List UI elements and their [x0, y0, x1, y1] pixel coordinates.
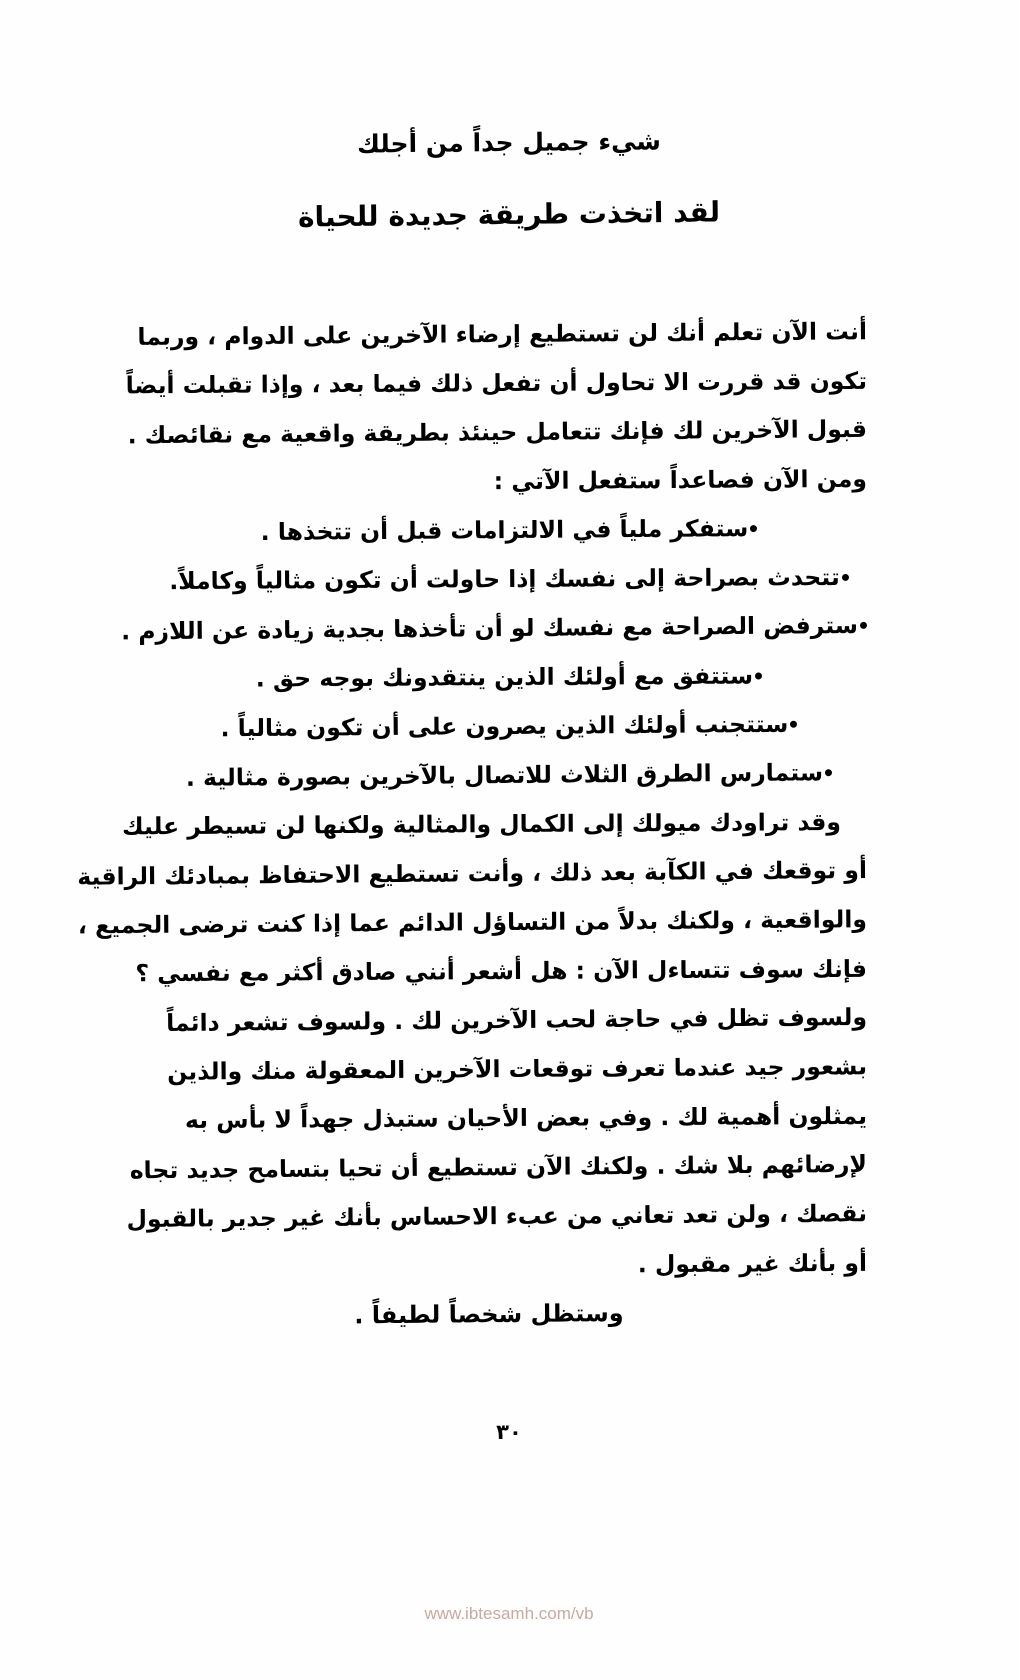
page-title: لقد اتخذت طريقة جديدة للحياة	[298, 195, 722, 234]
list-item-label: ستمارس الطرق الثلاث للاتصال بالآخرين بصورة مثالية .	[186, 758, 825, 792]
footer-watermark: www.ibtesamh.com/vb	[425, 1604, 595, 1623]
body-line: ولسوف تظل في حاجة لحب الآخرين لك . ولسوف تشعر دائماً	[167, 1002, 869, 1037]
list-item	[152, 699, 868, 754]
main-paragraph	[78, 800, 869, 1290]
bullet-icon	[861, 622, 868, 629]
list-item-label: تتحدث بصراحة إلى نفسك إذا حاولت أن تكون مثالياً وكاملاً.	[170, 562, 841, 596]
bullet-icon	[751, 525, 758, 532]
list-item-label: ستفكر ملياً في الالتزامات قبل أن تتخذها .	[261, 514, 750, 546]
list-item	[152, 553, 868, 606]
body-line: لإرضائهم بلا شك . ولكنك الآن تستطيع أن تحيا بتسامح جديد تجاه	[130, 1149, 869, 1185]
closing-statement: وستظل شخصاً لطيفاً .	[355, 1298, 625, 1330]
list-item-label: ستتجنب أولئك الذين يصرون على أن تكون مثالياً .	[221, 709, 790, 743]
page-number: ٣٠	[497, 1420, 523, 1444]
list-item-label: سترفض الصراحة مع نفسك لو أن تأخذها بجدية زيادة عن اللازم .	[122, 610, 860, 646]
bullet-icon	[756, 672, 763, 679]
body-line: يمثلون أهمية لك . وفي بعض الأحيان ستبذل جهداً لا بأس به	[185, 1101, 869, 1134]
page-body	[78, 310, 869, 1339]
bullet-icon	[791, 721, 798, 728]
body-line: أو توقعك في الكآبة بعد ذلك ، وأنت تستطيع الاحتفاظ بمبادئك الراقية	[78, 855, 869, 891]
page-subtitle: شيء جميل جداً من أجلك	[357, 126, 663, 159]
list-item	[122, 601, 868, 656]
commitment-list	[122, 506, 868, 800]
list-item	[152, 651, 868, 704]
intro-paragraph	[126, 310, 869, 506]
body-line: بشعور جيد عندما تعرف توقعات الآخرين المعقولة منك والذين	[168, 1052, 869, 1086]
body-line: أو بأنك غير مقبول .	[638, 1248, 869, 1279]
intro-line: ومن الآن فصاعداً ستفعل الآتي :	[494, 464, 869, 496]
intro-line: تكون قد قررت الا تحاول أن تفعل ذلك فيما بعد ، وإذا تقبلت أيضاً	[126, 366, 869, 400]
body-line: فإنك سوف تتساءل الآن : هل أشعر أنني صادق أكثر مع نفسي ؟	[136, 954, 869, 988]
bullet-icon	[843, 574, 850, 581]
bullet-icon	[826, 769, 833, 776]
list-item-label: ستتفق مع أولئك الذين ينتقدونك بوجه حق .	[256, 661, 755, 693]
body-line: وقد تراودك ميولك إلى الكمال والمثالية ولكنها لن تسيطر عليك	[122, 807, 843, 841]
body-line: نقصك ، ولن تعد تعاني من عبء الاحساس بأنك غير جدير بالقبول	[127, 1199, 869, 1234]
body-line: والواقعية ، ولكنك بدلاً من التساؤل الدائم عما إذا كنت ترضى الجميع ،	[78, 905, 869, 940]
intro-line: أنت الآن تعلم أنك لن تستطيع إرضاء الآخرين على الدوام ، وربما	[138, 317, 869, 351]
intro-line: قبول الآخرين لك فإنك تتعامل حينئذ بطريقة واقعية مع نقائصك .	[128, 414, 869, 450]
list-item	[152, 503, 868, 558]
list-item	[152, 748, 868, 803]
